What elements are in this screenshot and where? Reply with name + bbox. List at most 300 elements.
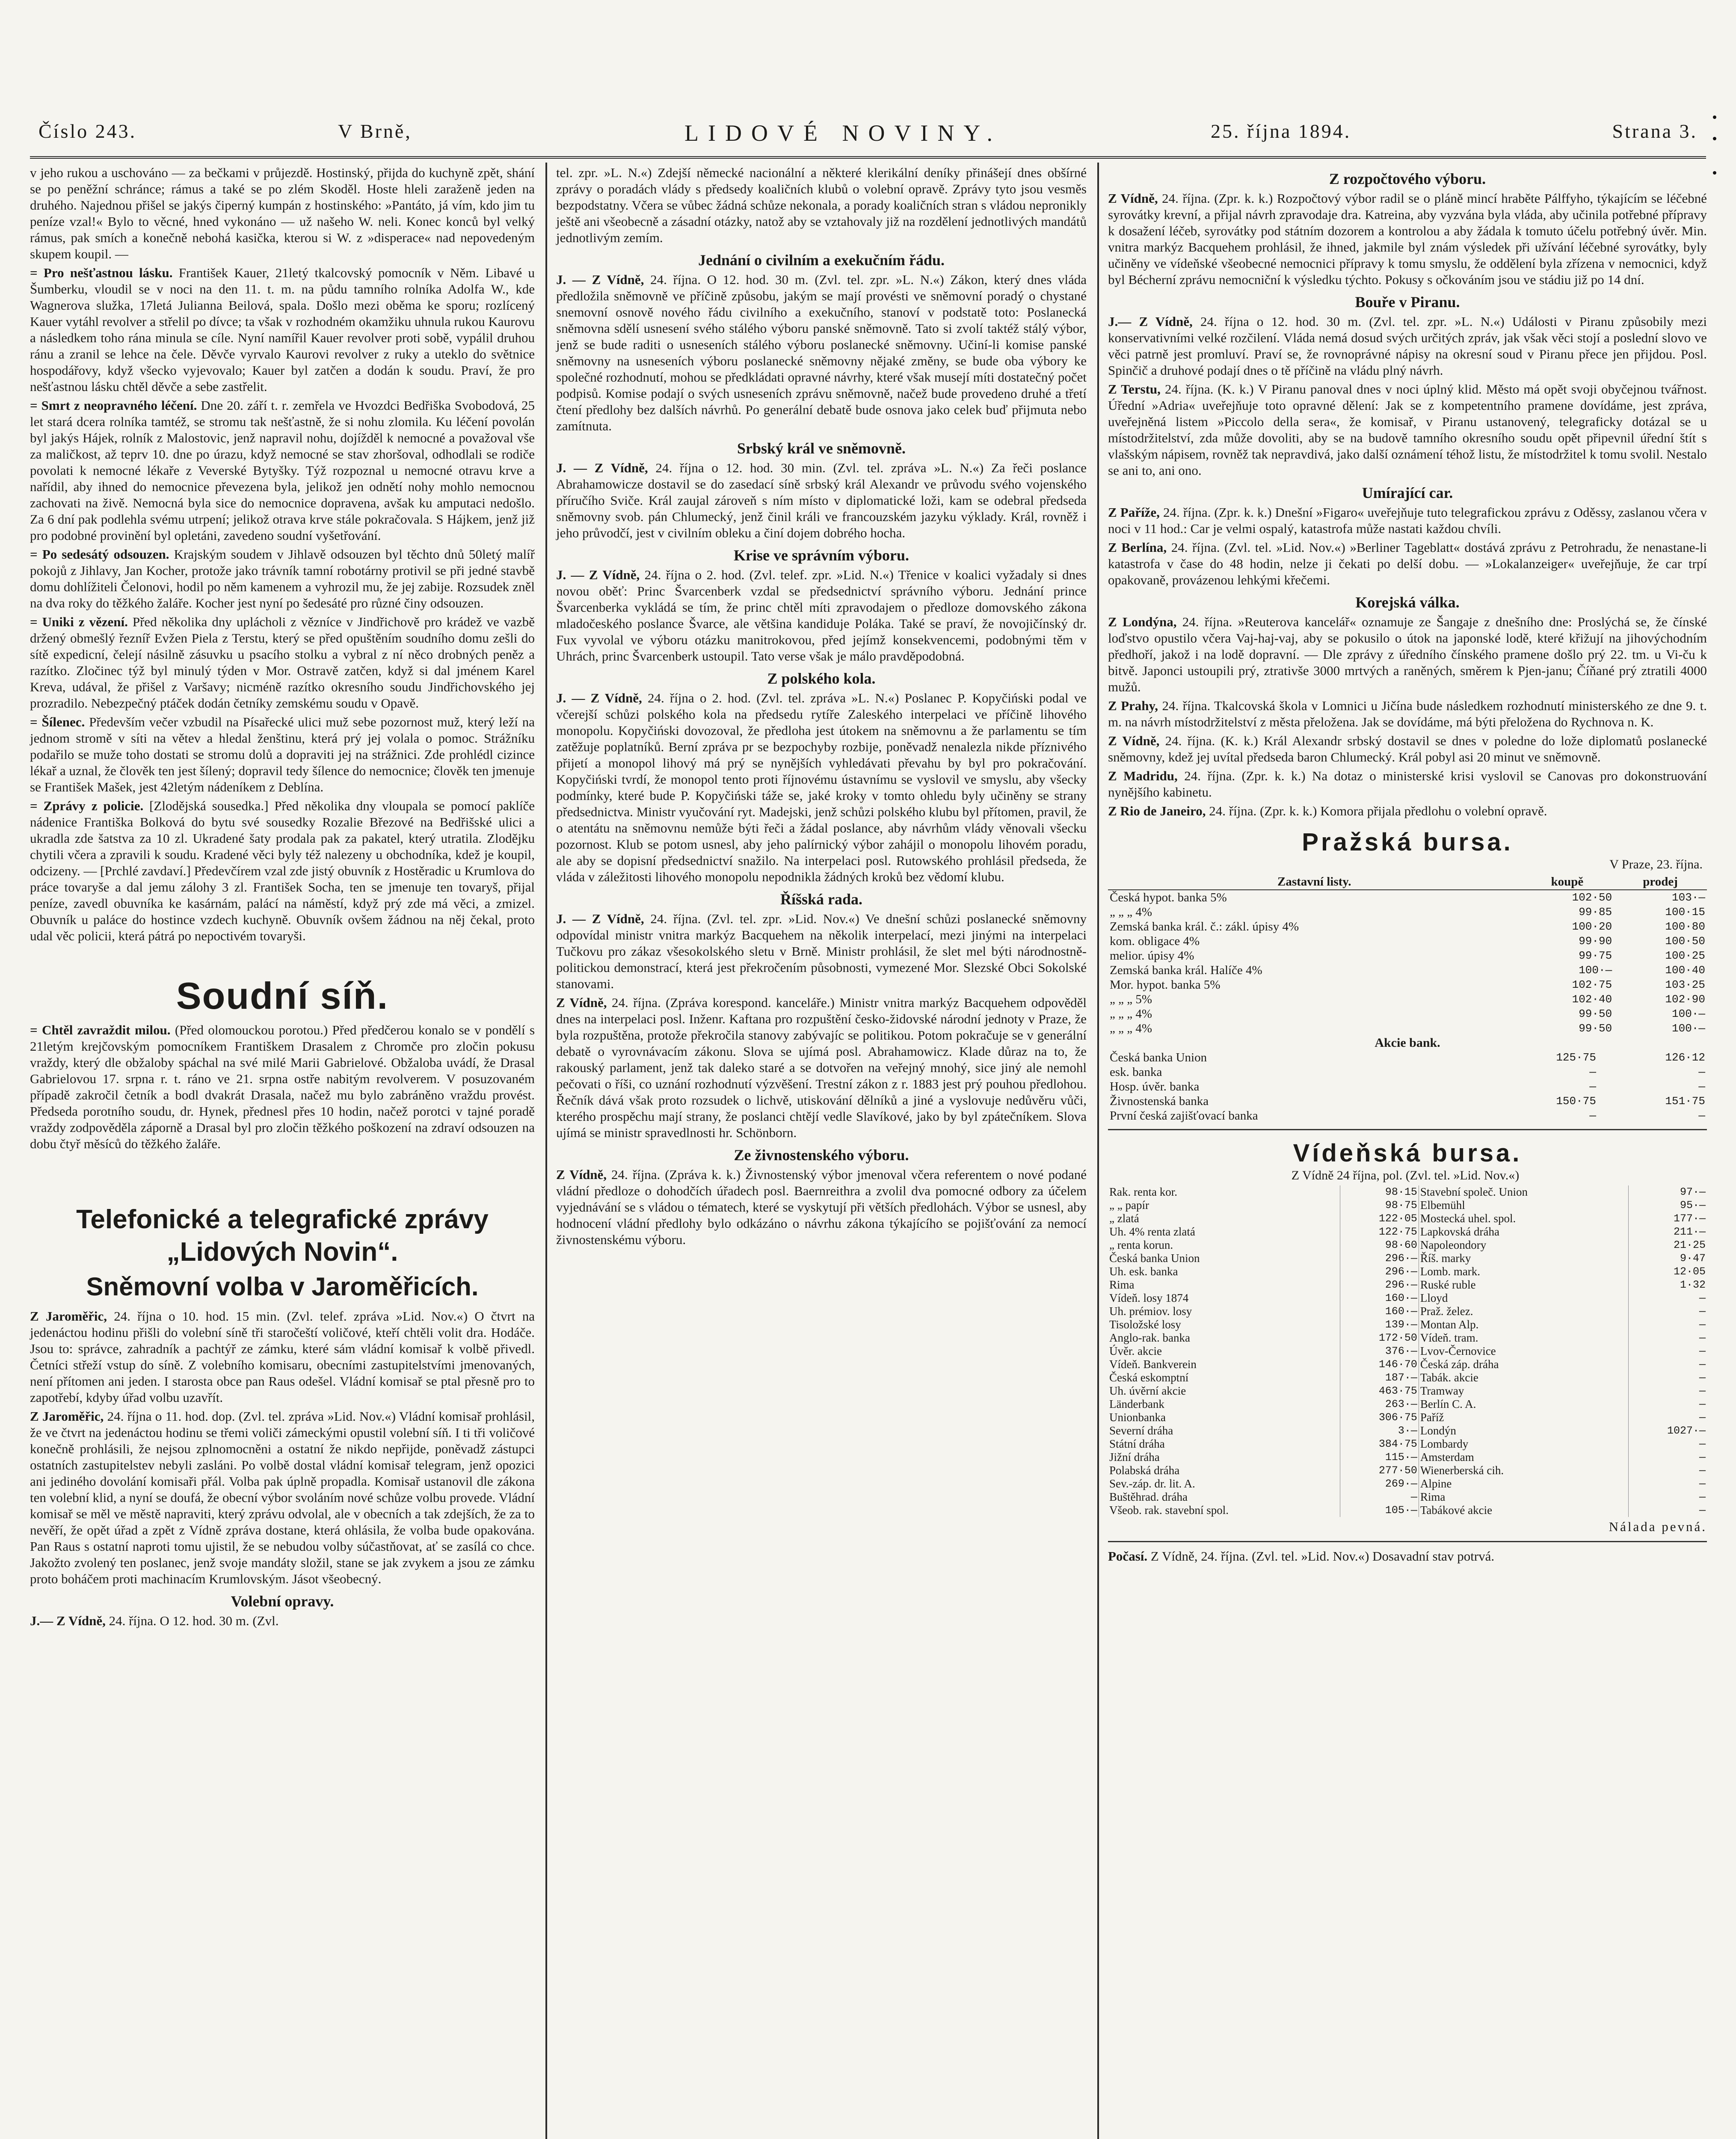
table-cell: 146·70 xyxy=(1340,1358,1419,1371)
prague-exchange-date: V Praze, 23. října. xyxy=(1609,857,1703,871)
table-cell: 100·15 xyxy=(1665,906,1705,918)
table-row xyxy=(1108,1050,1707,1065)
table-cell: Severní dráha xyxy=(1108,1424,1340,1437)
table-row xyxy=(1108,1185,1707,1199)
table-cell: „ „ „ 4% xyxy=(1110,1021,1152,1035)
table-row xyxy=(1108,1504,1707,1517)
table-cell: Lomb. mark. xyxy=(1419,1265,1628,1278)
article-title: Umírající car. xyxy=(1362,484,1453,501)
bank-shares-heading: Akcie bank. xyxy=(1375,1036,1440,1050)
table-row xyxy=(1108,1021,1707,1036)
article xyxy=(556,1167,1087,1248)
table-cell: 99·90 xyxy=(1579,935,1612,948)
table-row xyxy=(1108,1265,1707,1278)
article-text: 24. října o 2. hod. (Zvl. tel. zpráva »L. N.«) Poslanec P. Kopyčiński podal ve včerejší schůzi polského kola na předsedu rytíře Zaleského interpelaci ve příčině lihového monopolu. Kopyčiński dovozoval, že předloha jest útokem na sněmovnu a že parlamentu se tím zatěžuje poplatníků. Berní zpráva pr se bezpochyby rozbije, poněvadž nenalezla nikde příznivého přijetí a monopol lihový má prý se nynějších vyhledávati převahu by byl pro pokračování. Kopyčiński tvrdí, že monopol tento proti říjnovému ústavnímu se vyslovil ve smyslu, aby všecky podmínky, které bude P. Kopyčiński táže se, jaké kroky v tomto ohledu byly učiněny se strany předsednictva. Ministr vyučování ryt. Madejski, jenž schůzi polského klubu byl přítomen, pravil, že o atentátu na sněmovnu nemůže býti řeči a žádal poslance, aby návrhům vlády věnovali všecku pozornost. Klub se potom usnesl, aby jeho palírnický výbor zahájil o monopolu lihovém poradu, ale aby se dopisní předsednictví snažilo. Na interpelaci posl. Rutowského prohlásil předseda, že vláda v záležitosti lihového monopolu nepodnikla žádných kroků bez vědomí klubu. xyxy=(556,690,1087,884)
table-cell: 100·— xyxy=(1671,1007,1705,1020)
table-cell: 1027·— xyxy=(1667,1425,1706,1437)
article-text: tel. zpr. »L. N.«) Zdejší německé nacionální a některé klerikální deníky přinášejí dnes obšírné zprávy o poradách vlády s předsedy koaličních klubů o volební opravě. Zprávy tyto jsou vesměs bezpodstatny. Včera se vůbec žádná schůze nekonala, a porady koaličních stran s vládou nepronikly ještě ani všeobecně a zásadní otázky, natož aby se vztahovaly již na rozdělení jednotlivých mandátů jednotlivým zemím. xyxy=(556,165,1087,245)
table-cell: Amsterdam xyxy=(1419,1451,1628,1464)
table-cell: Sev.-záp. dr. lit. A. xyxy=(1108,1477,1340,1490)
dateline: Z Vídně, xyxy=(556,995,607,1010)
table-cell: — xyxy=(1589,1066,1596,1078)
table-cell: — xyxy=(1699,1318,1706,1331)
table-cell: — xyxy=(1699,1385,1706,1397)
table-cell: 384·75 xyxy=(1340,1437,1419,1451)
column-header: prodej xyxy=(1614,874,1707,890)
table-cell: „ „ „ 5% xyxy=(1110,992,1152,1006)
article-text: [Zlodějská sousedka.] Před několika dny vloupala se pomocí paklíče nádenice Františka Bolková do bytu své sousedky Rozalie Březové na Bedřišské ulici a ukradla zde šatstva za 10 zl. Ukradené šaty prodala pak za pakatel, který utratila. Zlodějku chytili včera a zpravili k soudu. Kradené věci byly též nalezeny u obchodníka, kdež je koupil, odcizeny. — [Prchlé zavdaví.] Předevčírem vzal zde jistý obuvník z Hostěradic u Krumlova do práce tovaryše a dal jemu zálohy 3 zl. František Socha, ten se jmenuje ten tovaryš, přijal peníze, zavedl obuvníka ke kasárnám, palácí na náměstí, když prý zde má věci, a zmizel. Obuvník u paláce do hostince vzdech kuchyně. Obuvník ovšem žádnou na něj čekal, proto udal věc policii, která pátrá po nepoctivém tovaryši. xyxy=(30,798,535,943)
table-cell: Česká banka Union xyxy=(1110,1050,1207,1064)
table-row xyxy=(1108,1305,1707,1318)
table-row xyxy=(1108,1238,1707,1252)
article xyxy=(556,460,1087,541)
table-cell: Rak. renta kor. xyxy=(1108,1185,1340,1199)
article-title: Z rozpočtového výboru. xyxy=(1329,170,1486,187)
table-row xyxy=(1108,1424,1707,1437)
table-row xyxy=(1108,919,1707,934)
table-cell: 139·— xyxy=(1340,1318,1419,1331)
table-cell: Uh. 4% renta zlatá xyxy=(1108,1225,1340,1238)
table-cell: 100·— xyxy=(1671,1022,1705,1035)
column-header: Zastavní listy. xyxy=(1108,874,1520,890)
table-cell: Česká banka Union xyxy=(1108,1252,1340,1265)
table-cell: Mor. hypot. banka 5% xyxy=(1110,978,1221,992)
table-row xyxy=(1108,1079,1707,1094)
issue-date: 25. října 1894. xyxy=(1211,120,1351,142)
table-cell: 103·25 xyxy=(1665,978,1705,991)
table-cell: 269·— xyxy=(1340,1477,1419,1490)
article xyxy=(556,911,1087,992)
table-cell: — xyxy=(1698,1109,1705,1122)
article-heading: = Uniki z vězení. xyxy=(30,614,128,629)
table-cell: Berlín C. A. xyxy=(1419,1398,1628,1411)
article-title: Bouře v Piranu. xyxy=(1355,293,1460,311)
table-row xyxy=(1108,890,1707,905)
article-text: František Kauer, 21letý tkalcovský pomocník v Něm. Libavé u Šumberku, vloudil se v noci na den 11. t. m. na půdu tamního rolníka Adolfa W., kde Wagnerova služka, 17letá Julianna Beilová, spala. Došlo mezi oběma ke sporu; rozlícený Kauer vytáhl revolver a střelil po dívce; ta však v rozhodném okamžiku uhnula rukou Kaurovu a následkem toho rána minula se cíle. Nyní namířil Kauer revolver proti sobě, vypálil druhou ránu a zranil se lehce na čele. Děvče vyrvalo Kaurovi revolver z ruky a uteklo do světnice hospodářovy, když všecko vyjevovalo; Kauer byl zatčen a dodán k soudu. Praví, že pro nešťastnou lásku chtěl děvče a sebe zastřelit. xyxy=(30,265,535,394)
article-heading: = Smrt z neopravného léčení. xyxy=(30,398,197,413)
table-row xyxy=(1108,1411,1707,1424)
table-cell: 99·85 xyxy=(1579,906,1612,918)
table-cell: — xyxy=(1699,1305,1706,1318)
table-cell: — xyxy=(1699,1464,1706,1477)
dateline: Z Vídně, xyxy=(1108,191,1158,206)
dateline: Z Paříže, xyxy=(1108,505,1160,520)
article xyxy=(1108,314,1707,379)
section-heading-telegrafy: Telefonické a telegrafické zprávy „Lidových Novin“. xyxy=(76,1205,489,1267)
table-cell: 160·— xyxy=(1340,1305,1419,1318)
article-text: 24. října o 12. hod. 30 m. (Zvl. tel. zpr. »L. N.«) Události v Piranu způsobily mezi konservativními velké rozčilení. Vláda nemá dosud svých určitých zpráv, jak však věci stojí a poslední slovo ve věci patrně jest promluví. Praví se, že rovnoprávné nápisy na okresní soud v Piranu přece jen přijdou. Posl. Spinčič a druhové podají dnes o tě příčině na vládu plný návrh. xyxy=(1108,314,1707,378)
table-cell: 296·— xyxy=(1340,1252,1419,1265)
article xyxy=(30,1613,535,1629)
table-cell: 263·— xyxy=(1340,1398,1419,1411)
table-cell: Tabákové akcie xyxy=(1419,1504,1628,1517)
masthead-town: V Brně, xyxy=(338,120,412,142)
dateline: J. — Z Vídně, xyxy=(556,690,642,705)
article-text: 24. října. (Zpráva korespond. kanceláře.) Ministr vnitra markýz Bacquehem odpověděl dnes na interpelaci posl. Inženr. Kaftana pro rozpuštění česko-židovské národní jednoty v Praze, že byla rozpuštěna, protože překročila stanovy zabývajíc se politikou. Potom pokračuje se v generální debatě o vyrovnávacím zákonu. Slova se ujímá posl. Abrahamowicz. Klade důraz na to, že rakouský parlament, jenž tak daleko staré a se dotvořen na veřejný mnohý, sice jiný ale nemohl pečovati o říši, co uznání rozhodnutí výzvěšení. Trestní zákon z r. 1883 jest prý pouhou předlohou. Řečník dává však proto rozsudek o lichvě, utiskování dělníků a jiné a vyslovuje nedůvěru vůči, kterého prospěchu mají strany, že poslanci chtějí vedle Slavíkové, jako by byl zpátečníkem. Slova ujímá se ministr spravedlnosti hr. Schönborn. xyxy=(556,995,1087,1140)
article-text: Krajským soudem v Jihlavě odsouzen byl těchto dnů 50letý malíř pokojů z Jihlavy, Jan Kocher, protože jako trávník tamní robotárny protivil se při jedné stavbě domu dohlížiteli Čelonovi, hodil po něm kamenem a vyhrozil mu, že jej zabije. Rozsudek zněl na dva roky do těžkého žaláře. Kocher jest nyní po šedesáté pro různé činy odsouzen. xyxy=(30,547,535,610)
article-title: Říšská rada. xyxy=(780,891,863,908)
table-cell: Živnostenská banka xyxy=(1110,1094,1209,1108)
article-title: Korejská válka. xyxy=(1355,594,1460,611)
table-cell: Rima xyxy=(1108,1278,1340,1292)
table-cell: 103·— xyxy=(1671,891,1705,904)
article-text: Dne 20. září t. r. zemřela ve Hvozdci Bedřiška Svobodová, 25 let stará dcera rolníka tamtéž, se stromu tak nešťastně, že si nohu zlomila. Ku léčení povolán byl jakýs Hájek, rolník z Malostovic, jenž napravil nohu, dojížděl k nemocné a považoval vše za maličkost, až teprv 10. dne po úrazu, když nemocné se stav zhoršoval, odhodlali se rodiče povolati k nemocné lékaře z Veverské Bytyšky. Týž rozpoznal u nemocné otravu krve a nařídil, aby ihned do nemocnice převezena byla, jelikož jen odnětí nohy mohlo nemocnou zachovati na živě. Nemocná byla sice do nemocnice dopravena, avšak ku amputaci nedošlo. Za 6 dní pak podlehla svému utrpení; jelikož otrava krve stále pokračovala. S Hájkem, jenž již pro podobné provinění byl opletáni, zavedeno soudní vyšetřování. xyxy=(30,398,535,543)
table-cell: Jižní dráha xyxy=(1108,1451,1340,1464)
table-cell: 1·32 xyxy=(1680,1279,1706,1291)
table-row xyxy=(1108,1007,1707,1021)
table-cell: Rima xyxy=(1419,1490,1628,1504)
table-row xyxy=(1108,948,1707,963)
dateline: Z Vídně, xyxy=(556,1167,607,1182)
divider xyxy=(1108,1541,1707,1542)
article xyxy=(30,265,535,395)
table-cell: 102·90 xyxy=(1665,993,1705,1006)
table-cell: 177·— xyxy=(1673,1212,1706,1225)
table-cell: — xyxy=(1699,1292,1706,1304)
table-cell: 125·75 xyxy=(1556,1051,1596,1064)
article-text: Především večer vzbudil na Písařecké ulici muž sebe pozornost muž, který leží na jednom stromě v síti na větev a hledal ženštinu, která prý jej volala o pomoc. Strážníku podařilo se muže toho dostati se stromu dolů a dopraviti jej na strážnici. Zde prohlédl cizince lékař a uznal, že člověk ten jest šílený; dopravil tedy šílence do nemocnice; člověk ten jmenuje se František Mašek, jest 42letým nádeníkem z Deblína. xyxy=(30,714,535,794)
article-text: 24. října. (K. k.) Král Alexandr srbský dostavil se dnes v poledne do lože diplomatů poslanecké sněmovny, kdež jej uvítal předseda baron Chlumecký. Král pobyl asi 20 minut ve sněmovně. xyxy=(1108,733,1707,764)
table-row xyxy=(1108,1292,1707,1305)
column-header: koupě xyxy=(1520,874,1614,890)
article xyxy=(1108,504,1707,537)
table-cell: — xyxy=(1340,1490,1419,1504)
table-cell: Lapkovská dráha xyxy=(1419,1225,1628,1238)
dateline: Z Londýna, xyxy=(1108,614,1177,629)
table-cell: 98·75 xyxy=(1340,1199,1419,1212)
table-cell: 100·40 xyxy=(1665,964,1705,977)
table-cell: 99·50 xyxy=(1579,1007,1612,1020)
dateline: J. — Z Vídně, xyxy=(556,911,644,926)
table-cell: Anglo-rak. banka xyxy=(1108,1331,1340,1345)
table-cell: Buštěhrad. dráha xyxy=(1108,1490,1340,1504)
table-row xyxy=(1108,1464,1707,1477)
table-cell: Vídeň. tram. xyxy=(1419,1331,1628,1345)
article-text: 24. října o 2. hod. (Zvl. telef. zpr. »Lid. N.«) Třenice v koalici vyžadaly si dnes novou oběť: Princ Švarcenberk vzdal se předsednictví správního výboru. Jednání prince Švarcenberka vykládá se tím, že princ chtěl míti zpravodajem o předloze domovského zákona mladočeského poslance Švarce, ale většina kandiduje Poláka. Také se praví, že novojičínský dr. Fux vyvolal ve výboru otázku manitrokovou, před jejímž konsekvencemi, podobnými těm v Uhrách, princ Švarcenberk ustoupil. Tato verse však je málo pravděpodobná. xyxy=(556,567,1087,664)
table-cell: 105·— xyxy=(1340,1504,1419,1517)
article-text: 24. října o 12. hod. 30 min. (Zvl. tel. zpráva »L. N.«) Za řeči poslance Abrahamowicze dostavil se do zasedací síně srbský král Alexandr ve průvodu svého vojenského příručího Sviče. Král zaujal zároveň s ním místo v diplomatické loži, kam se odebral předseda sněmovny svob. pán Chlumecký, jenž činil králi ve francouzském jazyku výklady. Král, rovněž i jeho průvodčí, jest v civilním obleku a činí dojem dobrého hocha. xyxy=(556,460,1087,540)
table-cell: 99·75 xyxy=(1579,949,1612,962)
table-row xyxy=(1108,1065,1707,1079)
column-1 xyxy=(30,165,535,1632)
article-text: 24. října o 10. hod. 15 min. (Zvl. telef. zpráva »Lid. Nov.«) O čtvrt na jedenáctou hodinu přišli do volební síně tři staročeští voličové, kteří chtěli volit dra. Hodáče. Jsou to: správce, zahradník a pachtýř ze zámku, které sám vládní komisař k volbě přivedl. Četníci střeží vstup do síně. Z volebního komisaru, obecními zastupitelstvími jmenovaných, není přítomen ani jeden. I starosta obce pan Raus odešel. Vládní komisař se ptal přesně pro to zapotřebí, kdyby úřad volbu uzavřít. xyxy=(30,1309,535,1405)
article-text: 24. října. (Zvl. tel. zpr. »Lid. Nov.«) Ve dnešní schůzi poslanecké sněmovny odpovídal ministr vnitra markýz Bacquehem na několik interpelací, mezi jinými na interpelaci Tučkovu pro zákaz všesokolského sletu v Brně. Ministr prohlásil, že slet mel býti národnostně-politickou demonstrací, která jest překročením působnosti, vymezené Mor. Slezské Obci Sokolské stanovami. xyxy=(556,911,1087,991)
table-cell: Montan Alp. xyxy=(1419,1318,1628,1331)
table-cell: 122·05 xyxy=(1340,1212,1419,1225)
article-heading: = Po sedesátý odsouzen. xyxy=(30,547,169,562)
table-cell: Tisoložské losy xyxy=(1108,1318,1340,1331)
table-row xyxy=(1108,1331,1707,1345)
table-cell: 100·— xyxy=(1579,964,1612,977)
weather-heading: Počasí. xyxy=(1108,1549,1148,1564)
table-row xyxy=(1108,934,1707,948)
article xyxy=(30,1408,535,1587)
table-cell: 95·— xyxy=(1680,1199,1706,1212)
article xyxy=(30,798,535,944)
table-cell: Elbemühl xyxy=(1419,1199,1628,1212)
dateline: Z Prahy, xyxy=(1108,698,1158,713)
table-cell: 126·12 xyxy=(1665,1051,1705,1064)
article-text: 24. října. (Zpráva k. k.) Živnostenský výbor jmenoval včera referentem o nové podané vládní předloze o dohodčích úřadech posl. Baernreithra a zvolil dva pomocné odbory za účelem vyjednávání se s vládou o tématech, které se vyskytují při větších předlohách. Výbor se usnesl, aby hodnocení vládní předlohy bylo odkázáno o návrhu zákona týkajícího se pojišťování za nemocí živnostenskému výboru. xyxy=(556,1167,1087,1247)
table-cell: Mostecká uhel. spol. xyxy=(1419,1212,1628,1225)
table-cell: 151·75 xyxy=(1665,1095,1705,1108)
table-cell: Ruské ruble xyxy=(1419,1278,1628,1292)
table-cell: Praž. želez. xyxy=(1419,1305,1628,1318)
table-cell: 12·05 xyxy=(1673,1265,1706,1278)
vienna-exchange-title: Vídeňská bursa. xyxy=(1293,1139,1522,1167)
article-title: Jednání o civilním a exekučním řádu. xyxy=(698,252,945,269)
table-cell: 102·40 xyxy=(1572,993,1612,1006)
table-cell: Hosp. úvěr. banka xyxy=(1110,1079,1200,1093)
dateline: J. — Z Vídně, xyxy=(556,460,648,475)
table-cell: Česká záp. dráha xyxy=(1419,1358,1628,1371)
table-cell: 102·50 xyxy=(1572,891,1612,904)
table-cell: — xyxy=(1699,1411,1706,1424)
table-row xyxy=(1108,1212,1707,1225)
article-text: (Před olomouckou porotou.) Před předčerou konalo se v pondělí s 21letým krejčovským pomocníkem Františkem Drasalem z Chromče pro zločin pokusu vraždy, který dle obžaloby spáchal na své milé Marii Gabrielové. Obžaloba uvádí, že Drasal Gabrielovou 17. srpna r. t. ráno ve 21. srpna ostře nabitým revolverem. V posuzovaném případě zakročil četník a bodl dvakrát Drasala, načež mu bylo zabráněno vraždu provést. Předseda porotního soudu, dr. Hynek, přednesl přes 10 hodin, načež porotci v tajné poradě vraždy zodpověděla záporně a Drasal byl pro zločin těžkého poškození na zdraví odsouzen na dobu čtyř měsíců do těžkého žaláře. xyxy=(30,1022,535,1151)
table-cell: Wienerberská cih. xyxy=(1419,1464,1628,1477)
table-cell: 100·50 xyxy=(1665,935,1705,948)
article xyxy=(556,995,1087,1141)
subsection-heading: Sněmovní volba v Jaroměřicích. xyxy=(86,1272,479,1301)
table-cell: „ „ papír xyxy=(1108,1199,1340,1212)
table-row xyxy=(1108,1278,1707,1292)
article-text: v jeho rukou a uschováno — za bečkami v průjezdě. Hostinský, přijda do kuchyně zpět, shání se po peněžní schránce; rámus a také se po zlém Skoděl. Hoste hleli zaraženě jeden na druhého. Najednou přišel se jakýs čiperný kumpán z hostinského: »Pantáto, já vím, kdo jim tu peníze vzal!« Bylo to věcné, hned vykonáno — už našeho W. neli. Konec konců byl velký rámus, pak smích a konečně nebohá kasička, kterou si W. z »disperace« nad nepovedeným skupem koupil. — xyxy=(30,165,535,261)
article xyxy=(30,397,535,544)
table-row xyxy=(1108,1108,1707,1123)
table-cell: 100·80 xyxy=(1665,920,1705,933)
table-cell: Říš. marky xyxy=(1419,1252,1628,1265)
table-row xyxy=(1108,1371,1707,1384)
table-cell: — xyxy=(1699,1451,1706,1464)
newspaper-title: LIDOVÉ NOVINY. xyxy=(684,120,1002,146)
article xyxy=(30,1308,535,1406)
table-row xyxy=(1108,1345,1707,1358)
table-cell: — xyxy=(1589,1080,1596,1093)
table-cell: 296·— xyxy=(1340,1265,1419,1278)
table-cell: 115·— xyxy=(1340,1451,1419,1464)
table-row xyxy=(1108,1094,1707,1108)
table-cell: Napoleondory xyxy=(1419,1238,1628,1252)
article-text: 24. října. (Zpr. k. k.) Dnešní »Figaro« uveřejňuje tuto telegrafickou zprávu z Oděssy, zaslanou včera v noci v 11 hod.: Car je velmi ospalý, katastrofa může nastati každou chvíli. xyxy=(1108,505,1707,536)
table-cell: Londýn xyxy=(1419,1424,1628,1437)
dateline: J.— Z Vídně, xyxy=(1108,314,1193,329)
table-cell: 98·15 xyxy=(1340,1185,1419,1199)
article-title: Volební opravy. xyxy=(231,1593,334,1610)
table-cell: — xyxy=(1699,1504,1706,1517)
article xyxy=(30,614,535,711)
table-cell: Česká hypot. banka 5% xyxy=(1110,890,1227,904)
table-cell: Paříž xyxy=(1419,1411,1628,1424)
table-row xyxy=(1108,1225,1707,1238)
weather-text: Z Vídně, 24. října. (Zvl. tel. »Lid. Nov.«) Dosavadní stav potrvá. xyxy=(1150,1549,1495,1564)
article-text: 24. října. (Zpr. k. k.) Komora přijala předlohu o volební opravě. xyxy=(1209,803,1547,818)
table-cell: 160·— xyxy=(1340,1292,1419,1305)
table-cell: kom. obligace 4% xyxy=(1110,934,1200,948)
article-text: 24. října. (Zpr. k. k.) Na dotaz o ministerské krisi vyslovil se Canovas pro dokonstruování nynějšího kabinetu. xyxy=(1108,768,1707,800)
table-cell: 187·— xyxy=(1340,1371,1419,1384)
table-cell: — xyxy=(1699,1398,1706,1410)
dateline: J.— Z Vídně, xyxy=(30,1613,106,1628)
table-row xyxy=(1108,1358,1707,1371)
article-text: 24. října o 11. hod. dop. (Zvl. tel. zpráva »Lid. Nov.«) Vládní komisař prohlásil, že ve čtvrt na jedenáctou hodinu se třemi voliči zámeckými opustil volební síň. I ti tři voličové konečně prohlásili, že nejsou zplnomocněni a ostatní že nikdo nepřijde, poněvadž zástupci ostatních zastupitelstev nebyli zasláni. Po volbě dostal vládní komisař telegram, jenž opozici ani jediného dovolání komisaři přál. Volba pak úplně propadla. Komisař ustanovil dle zákona ten volební klid, a nyní se doufá, že obecní výbor svoláním nové schůze volbu provede. Vládní komisař se měl ve městě napraviti, který zprávu odvolal, ale v obecních a tak zdejších, že za to nevěří, že opět úřad a zpět z Vídně zpráva dostane, která ohlásila, že volba bude opakována. Pan Raus s ostatní naproti tomu ujistil, že se nebudou volby súčastňovat, ať se zasílá co chce. Jakožto zvolený ten poslanec, jenž svoje mandáty složil, stane se jak zvykem a jsou ze zámku proto boháčem proti machinacím Krumlovským. Jásot všeobecný. xyxy=(30,1409,535,1586)
table-cell: „ „ „ 4% xyxy=(1110,1007,1152,1021)
article-text: 24. října. (K. k.) V Piranu panoval dnes v noci úplný klid. Město má opět svoji obyčejnou tvářnost. Úřední »Adria« uveřejňuje toto opravné dělení: Jak se z kompetentního pramene dovídáme, jest zpráva, uveřejněná listem »Piccolo della sera«, že komisař, v Piranu ustanovený, telegraficky dotázal se u místodržitelství, zda může dovoliti, aby se na budově tamního okresního soudu opět připevnil úřední štít s vlašským nápisem, rovněž tak nepravdivá, jako další oznámení téhož listu, že místodržitel k tomu svolil. Nestalo se ani to, ani ono. xyxy=(1108,382,1707,478)
table-row xyxy=(1108,1384,1707,1398)
table-cell: „ renta korun. xyxy=(1108,1238,1340,1252)
table-cell: — xyxy=(1589,1109,1596,1122)
table-cell: — xyxy=(1699,1438,1706,1450)
dateline: Z Madridu, xyxy=(1108,768,1178,783)
article xyxy=(1108,803,1707,819)
table-cell: 3·— xyxy=(1340,1424,1419,1437)
market-mood: Nálada pevná. xyxy=(1609,1519,1707,1534)
column-2 xyxy=(556,165,1087,1250)
article xyxy=(1108,190,1707,288)
table-row xyxy=(1108,1490,1707,1504)
section-heading-soudni: Soudní síň. xyxy=(176,975,389,1017)
page-number: Strana 3. xyxy=(1612,120,1697,142)
dateline: Z Jaroměřic, xyxy=(30,1409,104,1424)
table-cell: 100·25 xyxy=(1665,949,1705,962)
prague-exchange-title: Pražská bursa. xyxy=(1302,828,1513,856)
table-cell: Tabák. akcie xyxy=(1419,1371,1628,1384)
masthead xyxy=(30,116,1706,159)
table-cell: 463·75 xyxy=(1340,1384,1419,1398)
table-cell: Polabská dráha xyxy=(1108,1464,1340,1477)
article xyxy=(1108,381,1707,479)
table-cell: Uh. úvěrní akcie xyxy=(1108,1384,1340,1398)
table-cell: Všeob. rak. stavební spol. xyxy=(1108,1504,1340,1517)
article xyxy=(1108,698,1707,730)
article-text: Před několika dny uplácholi z vězníce v Jindřichově pro krádež ve vazbě držený obmešlý řezníř Evžen Piela z Terstu, který se před opuštěním soudního domu zešli do sítě expedicní, čelejí násilně zásuvku u psacího stolku a vybral z ní něco drobných peněz a razítko. Zločinec týž byl minulý týden v Mor. Ostravě zatčen, když si dal jménem Karel Kreva, udával, že přišel z Varšavy; nicméně razítko okresního soudu Jindřichovského jej prozradilo. Nebezpečný ptáček dodán četníky zemskému soudu v Opavě. xyxy=(30,614,535,711)
article-heading: = Šílenec. xyxy=(30,714,85,729)
table-cell: Lvov-Černovice xyxy=(1419,1345,1628,1358)
table-cell: 277·50 xyxy=(1340,1464,1419,1477)
table-row xyxy=(1108,978,1707,992)
article-text: 24. října. O 12. hod. 30 m. (Zvl. xyxy=(109,1613,279,1628)
article xyxy=(30,1022,535,1152)
table-cell: melior. úpisy 4% xyxy=(1110,948,1194,963)
table-cell: — xyxy=(1698,1066,1705,1078)
table-cell: 150·75 xyxy=(1556,1095,1596,1108)
column-divider xyxy=(545,163,547,2139)
table-cell: Úvěr. akcie xyxy=(1108,1345,1340,1358)
divider xyxy=(1108,1129,1707,1130)
table-cell: Stavební společ. Union xyxy=(1419,1185,1628,1199)
table-cell: 98·60 xyxy=(1340,1238,1419,1252)
table-cell: — xyxy=(1699,1372,1706,1384)
table-row xyxy=(1108,963,1707,978)
table-cell: esk. banka xyxy=(1110,1065,1162,1079)
table-row xyxy=(1108,1477,1707,1490)
dateline: J. — Z Vídně, xyxy=(556,272,644,287)
dateline: Z Berlína, xyxy=(1108,540,1167,555)
article-title: Krise ve správním výboru. xyxy=(734,547,909,564)
table-cell: Státní dráha xyxy=(1108,1437,1340,1451)
table-cell: 100·20 xyxy=(1572,920,1612,933)
article xyxy=(556,272,1087,434)
table-cell: Česká eskomptní xyxy=(1108,1371,1340,1384)
table-cell: 296·— xyxy=(1340,1278,1419,1292)
article xyxy=(1108,733,1707,765)
table-cell: Tramway xyxy=(1419,1384,1628,1398)
article-title: Srbský král ve sněmovně. xyxy=(737,440,906,457)
article xyxy=(556,567,1087,664)
table-cell: 21·25 xyxy=(1673,1239,1706,1251)
article xyxy=(1108,614,1707,695)
table-cell: První česká zajišťovací banka xyxy=(1110,1108,1258,1123)
article-text: 24. října. (Zvl. tel. »Lid. Nov.«) »Berliner Tageblatt« dostává zprávu z Petrohradu, že nenastane-li katastrofa v čase do 48 hodin, nelze ji čekati po delší dobu. — »Lokalanzeiger« uveřejňuje, že car trpí opakovaně, provázenou lehkými křečemi. xyxy=(1108,540,1707,587)
dateline: Z Rio de Janeiro, xyxy=(1108,803,1206,818)
table-cell: Lombardy xyxy=(1419,1437,1628,1451)
vienna-exchange-table xyxy=(1108,1185,1707,1517)
table-row xyxy=(1108,1451,1707,1464)
table-cell: 99·50 xyxy=(1579,1022,1612,1035)
article-text: 24. října. »Reuterova kancelář« oznamuje ze Šangaje z dnešního dne: Proslýchá se, že čínské loďstvo opustilo včera Vaj-haj-vaj, aby se pokusilo o útok na japonské lodě, které křižují na jihovýchodním předhoří, jakož i na lodě dopravní. — Dle zprávy z úředního čínského pramene došlo prý 22. tm. u Vi-ču k bitvě. Japonci ustoupili prý, ztrativše 3000 mrtvých a raněných, směrem k Pjen-janu; Číňané prý ztratili 4000 mužů. xyxy=(1108,614,1707,694)
dateline: Z Jaroměřic, xyxy=(30,1309,107,1324)
dateline: Z Terstu, xyxy=(1108,382,1161,397)
table-cell: — xyxy=(1699,1332,1706,1344)
table-cell: Unionbanka xyxy=(1108,1411,1340,1424)
table-row xyxy=(1108,1318,1707,1331)
article xyxy=(556,690,1087,885)
table-cell: — xyxy=(1699,1478,1706,1490)
table-cell: „ „ „ 4% xyxy=(1110,905,1152,919)
table-cell: Vídeň. Bankverein xyxy=(1108,1358,1340,1371)
table-cell: 172·50 xyxy=(1340,1331,1419,1345)
table-row xyxy=(1108,905,1707,919)
table-row xyxy=(1108,1437,1707,1451)
article xyxy=(30,546,535,611)
table-cell: — xyxy=(1699,1345,1706,1357)
prague-exchange-table xyxy=(1108,874,1707,1036)
column-3 xyxy=(1108,165,1707,1567)
article xyxy=(1108,539,1707,588)
table-cell: Uh. esk. banka xyxy=(1108,1265,1340,1278)
table-cell: 9·47 xyxy=(1680,1252,1706,1265)
table-cell: 97·— xyxy=(1680,1186,1706,1198)
article-title: Z polského kola. xyxy=(767,670,876,687)
table-cell: 211·— xyxy=(1673,1226,1706,1238)
article-heading: = Pro nešťastnou lásku. xyxy=(30,265,173,280)
bank-shares-table xyxy=(1108,1050,1707,1123)
column-divider xyxy=(1097,163,1099,2139)
table-cell: Zemská banka král. č.: zákl. úpisy 4% xyxy=(1110,919,1299,933)
table-row xyxy=(1108,1252,1707,1265)
table-row xyxy=(1108,1398,1707,1411)
table-cell: 122·75 xyxy=(1340,1225,1419,1238)
table-cell: Alpine xyxy=(1419,1477,1628,1490)
article-text: 24. října. Tkalcovská škola v Lomnici u Jičína bude následkem rozhodnutí ministerského ze dne 9. t. m. na návrh místodržitelství z města přeložena. Jak se dovídáme, má býti přeložena do Rychnova n. K. xyxy=(1108,698,1707,729)
article-heading: = Chtěl zavraždit milou. xyxy=(30,1022,171,1037)
table-row xyxy=(1108,1199,1707,1212)
article-heading: = Zprávy z policie. xyxy=(30,798,144,813)
table-cell: 306·75 xyxy=(1340,1411,1419,1424)
table-cell: — xyxy=(1698,1080,1705,1093)
table-row xyxy=(1108,992,1707,1007)
table-cell: Lloyd xyxy=(1419,1292,1628,1305)
article-text: 24. října. (Zpr. k. k.) Rozpočtový výbor radil se o pláně mincí hraběte Pálffyho, týkajícím se léčebné syrovátky krevní, a přijal návrh zpravodaje dra. Katreina, aby vyzvána byla vláda, aby učinila potřebné přípravy k dosažení léčeb, syrovátky pod státním dozorem a kontrolou a aby žádala k tomuto účelu potřebný úvěr. Min. vnitra markýz Bacquehem prohlásil, že ihned, jakmile byl znám výsledek při užívání léčebné syrovátky, byly učiněny ve vídeňské všeobecné nemocnici přípravy k tomu smyslu, že oddělení byla zřízena v nemocnici, když byl Bécherní zprávu nemocniční k výsledku týchto. Pokusy s očkováním jsou ve stádiu již po 14 dní. xyxy=(1108,191,1707,287)
weather-report xyxy=(1108,1548,1707,1564)
dateline: Z Vídně, xyxy=(1108,733,1160,748)
article-text: 24. října. O 12. hod. 30 m. (Zvl. tel. zpr. »L. N.«) Zákon, který dnes vláda předložila sněmovně ve příčině způsobu, jakým se mají provésti ve sněmovní poradý o chystané snemovní osnově nového řádu civilního a exekučního, stanoví v podstatě toto: Poslanecká sněmovna sdělí usnesení svého stálého výboru panské sněmovně. Tato si zvolí taktéž stálý výbor, jenž se bude raditi o usneseních stálého výboru poslanecké sněmovny. Učiní-li komise panské sněmovny na usneseních výboru poslanecké sněmovny nějaké změny, se bude oba výbory ke společné rozhodnutí, mohou se předkládati opravné návrhy, které však musejí míti dostatečný počet podpisů. Komise podají o svých usneseních zprávu sněmovně, načež bude provedeno druhé a třetí čtení předlohy bez dalších návrhů. Po generální debatě bude osnova jako celek buď přijmuta nebo zamítnuta. xyxy=(556,272,1087,433)
table-cell: Länderbank xyxy=(1108,1398,1340,1411)
article xyxy=(30,714,535,795)
table-cell: „ zlatá xyxy=(1108,1212,1340,1225)
table-cell: — xyxy=(1699,1358,1706,1371)
dateline: J. — Z Vídně, xyxy=(556,567,640,582)
